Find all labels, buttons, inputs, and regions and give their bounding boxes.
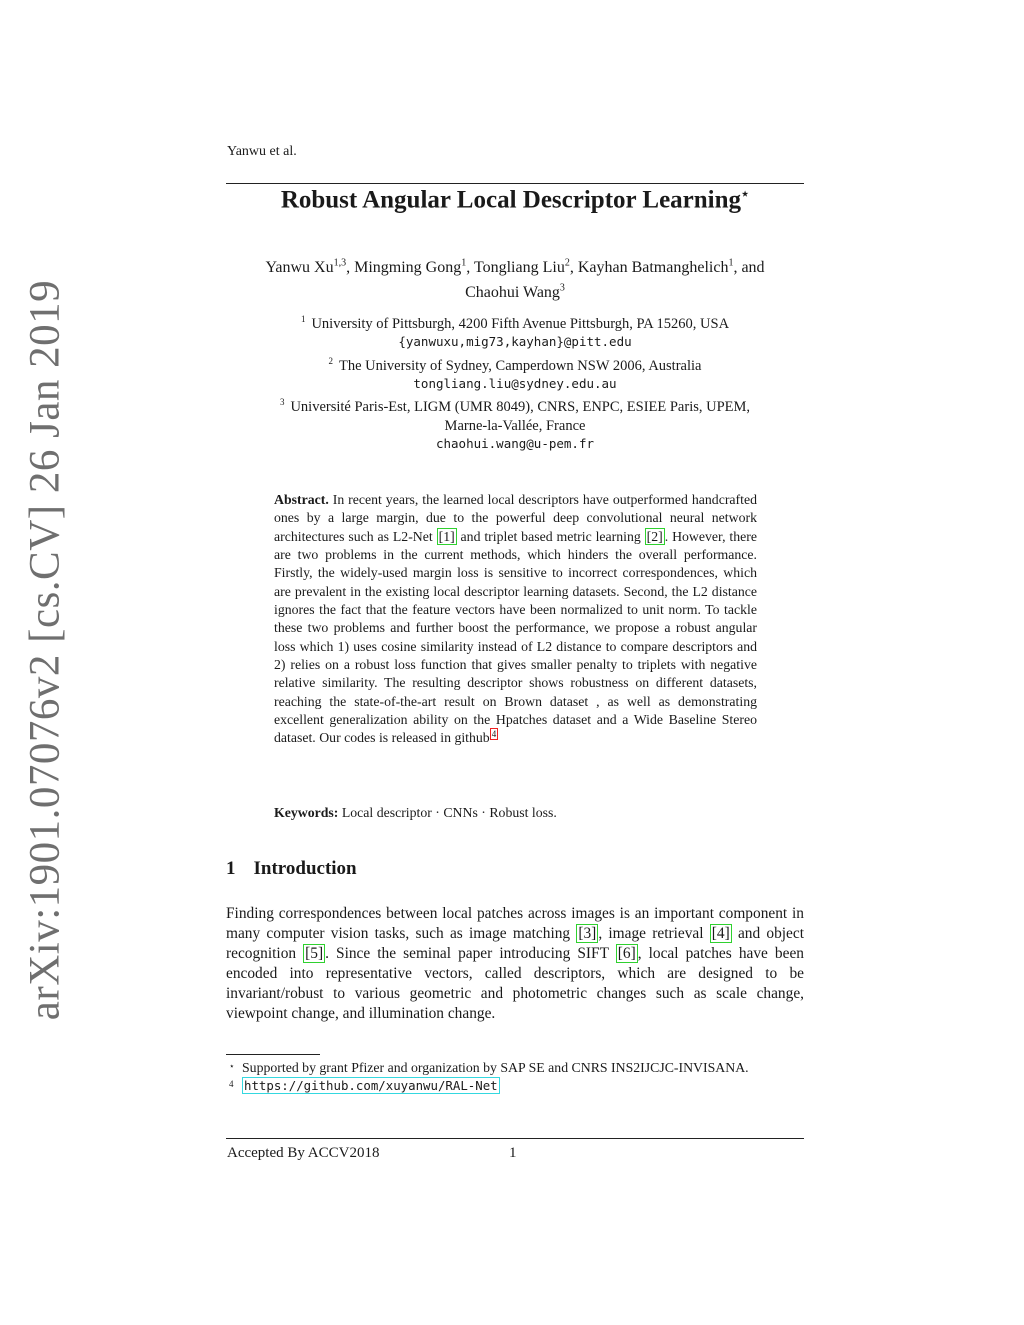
- arxiv-id-text: arXiv:1901.07076v2 [cs.CV] 26 Jan 2019: [21, 279, 69, 1021]
- abstract: Abstract. In recent years, the learned local descriptors have outperformed handcrafted ones by a large margin, due to the powerful deep convolutional neural network architectures such as L2-Net [1] and triplet based metric learning [2] . However, there are two problems in the current methods, which hinders the overall performance. Firstly, the widely-used margin loss is sensitive to incorrect correspondences, which are prevalent in the existing local descriptor learning datasets. Second, the L2 distance ignores the fact that the feature vectors have been normalized to unit norm. To tackle these two problems and further boost the performance, we propose a robust angular loss which 1) uses cosine similarity instead of L2 distance to compare descriptors and 2) relies on a robust loss function that gives smaller penalty to triplets with negative relative similarity. The resulting descriptor shows robustness on different datasets, reaching the state-of-the-art result on Brown dataset , as well as demonstrating excellent generalization ability on the Hpatches dataset and a Wide Baseline Stereo dataset. Our codes is released in github $^4$: [274, 492, 757, 746]
- keywords-label: Keywords:: [274, 805, 339, 820]
- header-rule: [226, 183, 804, 184]
- section-number: 1: [226, 858, 236, 879]
- citation-link[interactable]: [5]: [305, 945, 324, 963]
- author: Yanwu Xu$^{1,3}$,: [265, 258, 355, 277]
- affiliation: $^3$ Université Paris-Est, LIGM (UMR 8049), CNRS, ENPC, ESIEE Paris, UPEM,: [279, 397, 751, 416]
- citation-link[interactable]: [6]: [617, 945, 636, 963]
- section-heading: [226, 858, 357, 880]
- affiliation: $^2$ The University of Sydney, Camperdown NSW 2006, Australia: [328, 355, 702, 374]
- footer-rule: [226, 1138, 804, 1139]
- introduction-paragraph: Finding correspondences between local patches across images is an important component in many computer vision tasks, such as image matching [3] , image retrieval [4] and object recognition [5] . Since the seminal paper introducing SIFT [6] , local patches have been encoded into representative vectors, called descriptors, which are designed to be invariant/robust to various geometric and photometric changes such as scale change, viewpoint change, and illumination change.: [226, 905, 804, 1023]
- footnote: 4 https://github.com/xuyanwu/RAL-Net: [229, 1078, 498, 1093]
- github-url-link[interactable]: https://github.com/xuyanwu/RAL-Net: [244, 1078, 498, 1093]
- keywords: Keywords: Local descriptor · CNNs · Robust loss.: [274, 805, 557, 820]
- footnote-rule: [226, 1054, 320, 1055]
- abstract-label: Abstract.: [274, 492, 329, 507]
- author: Kayhan Batmanghelich$^1$, and: [577, 258, 765, 277]
- title-footnote-mark: ⋆: [741, 186, 750, 201]
- footnotes: [226, 1059, 804, 1095]
- footnote-link[interactable]: 4: [491, 728, 497, 739]
- author: Mingming Gong$^1$,: [354, 258, 474, 277]
- citation-link[interactable]: [2]: [646, 528, 663, 544]
- footer-venue: Accepted By ACCV2018: [227, 1145, 380, 1161]
- affiliation-email: {yanwuxu,mig73,kayhan}@pitt.edu: [398, 334, 632, 350]
- section-title: Introduction: [253, 858, 357, 879]
- footnote: ⋆ Supported by grant Pfizer and organization by SAP SE and CNRS INS2IJCJC-INVISANA.: [229, 1060, 749, 1075]
- affiliation-line2: Marne-la-Vallée, France: [444, 417, 586, 434]
- author: Tongliang Liu$^2$,: [473, 258, 578, 277]
- page-number: 1: [509, 1145, 517, 1161]
- paper-title: [226, 186, 804, 214]
- affiliation-list: [226, 310, 804, 453]
- affiliation: $^1$ University of Pittsburgh, 4200 Fifth Avenue Pittsburgh, PA 15260, USA: [300, 314, 730, 332]
- affiliation-email: chaohui.wang@u-pem.fr: [435, 435, 595, 451]
- citation-link[interactable]: [4]: [711, 925, 730, 943]
- author: Chaohui Wang$^3$: [465, 282, 565, 301]
- affiliation-email: tongliang.liu@sydney.edu.au: [413, 375, 617, 391]
- citation-link[interactable]: [3]: [578, 925, 597, 943]
- running-head: Yanwu et al.: [227, 144, 297, 159]
- title-text: Robust Angular Local Descriptor Learning: [280, 186, 742, 214]
- author-list: [226, 254, 804, 303]
- citation-link[interactable]: [1]: [438, 528, 455, 544]
